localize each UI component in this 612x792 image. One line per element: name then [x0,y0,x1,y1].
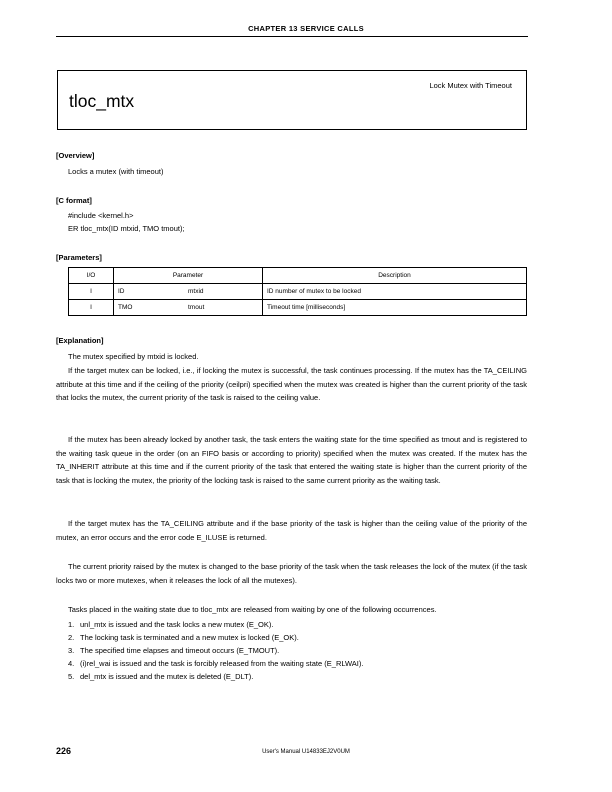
cell-parameter [114,284,263,300]
explanation-text-4: If the target mutex has the TA_CEILING attribute and if the base priority of the task is higher than the ceiling value of the priority of the mutex, an error occurs and the error code E_ILUSE is returned. [56,519,527,542]
cell-io: I [69,300,114,316]
list-text: del_mtx is issued and the mutex is deleted (E_DLT). [80,672,254,681]
list-item [56,618,363,631]
cell-description: ID number of mutex to be locked [263,284,527,300]
explanation-paragraph [56,364,527,405]
c-format-heading: [C format] [56,196,92,205]
list-number: 3. [68,646,75,655]
page-number: 226 [56,746,72,756]
list-item [56,670,363,683]
function-title-box [57,70,527,130]
release-conditions-list [56,618,363,683]
list-number: 1. [68,620,75,629]
manual-footer: User's Manual U14833EJ2V0UM [262,749,350,755]
list-number: 2. [68,633,75,642]
explanation-paragraph [56,560,527,587]
chapter-header: CHAPTER 13 SERVICE CALLS [248,24,364,33]
param-name: mtxid [188,288,204,295]
column-header-io: I/O [69,268,114,284]
parameters-table [68,267,527,316]
table-header-row [69,268,527,284]
list-number: 4. [68,659,75,668]
list-item [56,657,363,670]
param-name: tmout [188,304,205,311]
list-text: The specified time elapses and timeout occurs (E_TMOUT). [80,646,280,655]
column-header-description: Description [263,268,527,284]
cell-parameter [114,300,263,316]
param-type: TMO [118,304,133,311]
header-rule [56,36,528,37]
overview-text: Locks a mutex (with timeout) [68,167,164,176]
cell-io: I [69,284,114,300]
explanation-paragraph [56,350,527,364]
explanation-text-1: The mutex specified by mtxid is locked. [68,352,199,361]
explanation-paragraph [56,433,527,487]
explanation-paragraph [56,603,527,617]
list-item [56,644,363,657]
list-item [56,631,363,644]
param-type: ID [118,288,125,295]
list-text: The locking task is terminated and a new mutex is locked (E_OK). [80,633,299,642]
explanation-heading: [Explanation] [56,336,104,345]
overview-heading: [Overview] [56,151,95,160]
parameters-heading: [Parameters] [56,253,102,262]
explanation-text-5: The current priority raised by the mutex is changed to the base priority of the task when the task releases the lock of the mutex (if the task locks two or more mutexes, when it releases the lock of all the mutexes). [56,562,527,585]
function-subtitle: Lock Mutex with Timeout [429,81,512,90]
function-name: tloc_mtx [69,91,135,111]
list-text: unl_mtx is issued and the task locks a new mutex (E_OK). [80,620,274,629]
list-number: 5. [68,672,75,681]
cell-description: Timeout time [milliseconds] [263,300,527,316]
explanation-paragraph [56,517,527,544]
explanation-text-6: Tasks placed in the waiting state due to tloc_mtx are released from waiting by one of the following occurrences. [68,605,437,614]
explanation-text-2: If the target mutex can be locked, i.e., if locking the mutex is successful, the task continues processing. If the mutex has the TA_CEILING attribute at this time and if the ceiling of the priority (ceilpri) specified when the mutex was created is higher than the current priority of the task that locks the mutex, the current priority of the task is raised to the ceiling value. [56,366,527,402]
c-format-prototype: ER tloc_mtx(ID mtxid, TMO tmout); [68,224,185,233]
table-row [69,300,527,316]
list-text: (i)rel_wai is issued and the task is forcibly released from the waiting state (E_RLWAI). [80,659,364,668]
explanation-text-3: If the mutex has been already locked by another task, the task enters the waiting state for the time specified as tmout and is registered to the waiting task queue in the order (on an FIFO basis or according to priority) specified when the mutex was created. If the mutex has the TA_INHERIT attribute at this time and if the current priority of the task that entered the waiting state is higher than the current priority of the task that is locking the mutex, the priority of the locking task is raised to the same current priority as the waiting task. [56,435,527,485]
column-header-parameter: Parameter [114,268,263,284]
table-row [69,284,527,300]
c-format-include: #include <kernel.h> [68,211,134,220]
